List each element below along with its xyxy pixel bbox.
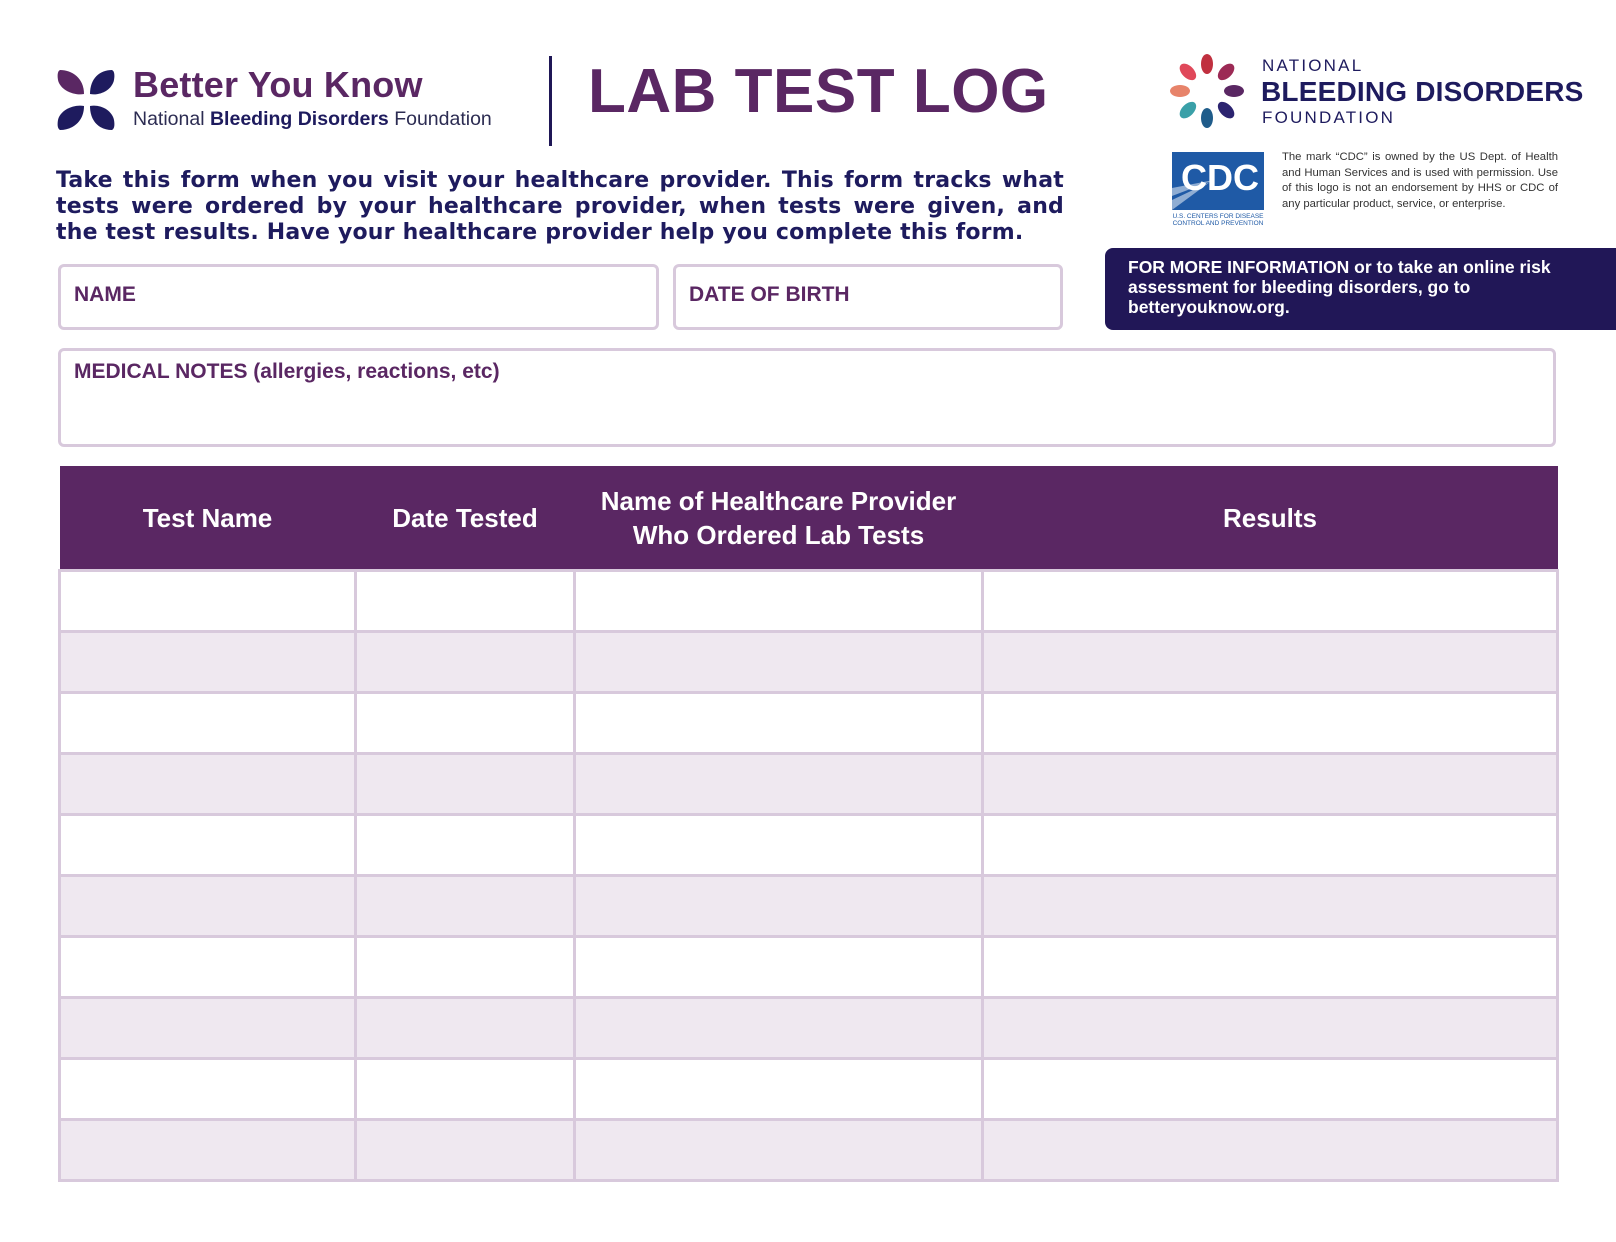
test-name-cell[interactable] bbox=[60, 1120, 356, 1181]
test-name-cell[interactable] bbox=[60, 937, 356, 998]
test-name-cell[interactable] bbox=[60, 998, 356, 1059]
info-banner-text: FOR MORE INFORMATION or to take an online risk assessment for bleeding disorders, go to betteryouknow.org. bbox=[1128, 257, 1551, 317]
results-cell[interactable] bbox=[983, 693, 1558, 754]
date-of-birth-label: DATE OF BIRTH bbox=[689, 283, 850, 306]
nbdf-logo-line3: FOUNDATION bbox=[1262, 108, 1396, 127]
table-row bbox=[60, 1059, 1558, 1120]
svg-text:CONTROL AND PREVENTION: CONTROL AND PREVENTION bbox=[1172, 220, 1264, 226]
col-header-test-name: Test Name bbox=[60, 466, 356, 571]
date-of-birth-field[interactable] bbox=[673, 264, 1063, 330]
name-field[interactable] bbox=[58, 264, 659, 330]
header-divider bbox=[549, 56, 552, 146]
provider-cell[interactable] bbox=[575, 693, 983, 754]
date-tested-cell[interactable] bbox=[356, 876, 575, 937]
provider-cell[interactable] bbox=[575, 815, 983, 876]
date-tested-cell[interactable] bbox=[356, 815, 575, 876]
svg-text:U.S. CENTERS FOR DISEASE: U.S. CENTERS FOR DISEASE bbox=[1172, 213, 1264, 220]
test-name-cell[interactable] bbox=[60, 571, 356, 632]
results-cell[interactable] bbox=[983, 1120, 1558, 1181]
date-tested-cell[interactable] bbox=[356, 998, 575, 1059]
nbdf-logo-line1: NATIONAL bbox=[1262, 56, 1364, 75]
date-tested-cell[interactable] bbox=[356, 754, 575, 815]
results-cell[interactable] bbox=[983, 998, 1558, 1059]
results-cell[interactable] bbox=[983, 571, 1558, 632]
provider-cell[interactable] bbox=[575, 754, 983, 815]
date-tested-cell[interactable] bbox=[356, 937, 575, 998]
date-tested-cell[interactable] bbox=[356, 1120, 575, 1181]
table-row bbox=[60, 815, 1558, 876]
test-name-cell[interactable] bbox=[60, 693, 356, 754]
lab-test-log-table bbox=[58, 466, 1559, 1182]
test-name-cell[interactable] bbox=[60, 815, 356, 876]
brand-subtitle: National Bleeding Disorders Foundation bbox=[133, 108, 492, 130]
results-cell[interactable] bbox=[983, 876, 1558, 937]
col-header-date-tested: Date Tested bbox=[356, 466, 575, 571]
cdc-logo-icon bbox=[1170, 152, 1266, 226]
table-row bbox=[60, 1120, 1558, 1181]
better-you-know-logo-icon bbox=[56, 68, 128, 132]
provider-cell[interactable] bbox=[575, 998, 983, 1059]
results-cell[interactable] bbox=[983, 632, 1558, 693]
table-row bbox=[60, 998, 1558, 1059]
test-name-cell[interactable] bbox=[60, 754, 356, 815]
table-row bbox=[60, 876, 1558, 937]
table-row bbox=[60, 693, 1558, 754]
date-tested-cell[interactable] bbox=[356, 632, 575, 693]
page-title: LAB TEST LOG bbox=[588, 57, 1049, 126]
table-row bbox=[60, 571, 1558, 632]
provider-cell[interactable] bbox=[575, 1059, 983, 1120]
date-tested-cell[interactable] bbox=[356, 1059, 575, 1120]
table-row bbox=[60, 632, 1558, 693]
results-cell[interactable] bbox=[983, 754, 1558, 815]
col-header-results: Results bbox=[983, 466, 1558, 571]
test-name-cell[interactable] bbox=[60, 876, 356, 937]
test-name-cell[interactable] bbox=[60, 632, 356, 693]
date-tested-cell[interactable] bbox=[356, 571, 575, 632]
svg-text:CDC: CDC bbox=[1181, 157, 1259, 198]
date-tested-cell[interactable] bbox=[356, 693, 575, 754]
medical-notes-label: MEDICAL NOTES (allergies, reactions, etc) bbox=[74, 360, 500, 383]
provider-cell[interactable] bbox=[575, 632, 983, 693]
results-cell[interactable] bbox=[983, 815, 1558, 876]
results-cell[interactable] bbox=[983, 1059, 1558, 1120]
table-row bbox=[60, 937, 1558, 998]
test-name-cell[interactable] bbox=[60, 1059, 356, 1120]
cdc-disclaimer: The mark “CDC” is owned by the US Dept. of Health and Human Services and is used with permission. Use of this logo is not an endorsement by HHS or CDC of any particular product, service, or enterprise. bbox=[1282, 151, 1558, 210]
col-header-provider: Name of Healthcare Provider Who Ordered Lab Tests bbox=[575, 466, 983, 571]
results-cell[interactable] bbox=[983, 937, 1558, 998]
provider-cell[interactable] bbox=[575, 876, 983, 937]
provider-cell[interactable] bbox=[575, 1120, 983, 1181]
intro-text: Take this form when you visit your healthcare provider. This form tracks what tests were ordered by your healthcare provider, when tests were given, and the test results. Have your healthcare provider help you complete this form. bbox=[56, 168, 1064, 245]
medical-notes-field[interactable] bbox=[58, 348, 1556, 447]
table-row bbox=[60, 754, 1558, 815]
nbdf-flower-logo-icon bbox=[1168, 52, 1246, 130]
table-header-row bbox=[60, 466, 1558, 571]
provider-cell[interactable] bbox=[575, 937, 983, 998]
name-label: NAME bbox=[74, 283, 136, 306]
nbdf-logo-line2: BLEEDING DISORDERS bbox=[1261, 76, 1584, 107]
provider-cell[interactable] bbox=[575, 571, 983, 632]
brand-title: Better You Know bbox=[133, 64, 423, 105]
